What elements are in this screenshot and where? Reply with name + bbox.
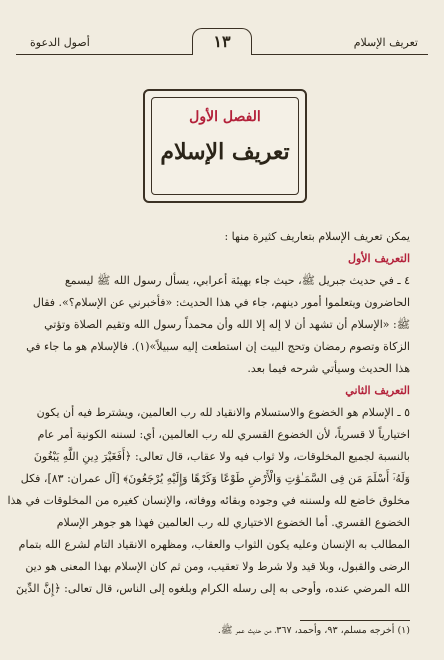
text-line: المطالب به الإنسان وعليه يكون الثواب والعقاب، ومظهره الانقياد التام لشرع الله بتمام: [18, 538, 410, 551]
text-line: ٥ ـ الإسلام هو الخضوع والاستسلام والانقياد لله رب العالمين، ويشترط فيه أن يكون: [36, 406, 410, 419]
page-number: ١٣: [192, 28, 252, 55]
header-chapter-title: تعريف الإسلام: [353, 36, 418, 49]
chapter-label: الفصل الأول: [189, 109, 261, 125]
text-line: ﷺ: «الإسلام أن تشهد أن لا إله إلا الله وأن محمداً رسول الله وتقيم الصلاة وتؤتي: [44, 318, 410, 331]
intro-line: يمكن تعريف الإسلام بتعاريف كثيرة منها :: [224, 230, 410, 243]
section-heading: التعريف الثاني: [345, 384, 410, 397]
text-line: بالنسبة لجميع المخلوقات، ولا ثواب فيه ولا عقاب، قال تعالى: ﴿أَفَغَيْرَ دِينِ اللَّهِ يَبْغُونَ: [33, 450, 410, 463]
footnote-rule: [300, 620, 410, 621]
chapter-frame: [143, 89, 307, 203]
text-line: مخلوق خاضع لله ولسننه في وجوده وبقائه ووفاته، والإنسان كغيره من المخلوقات في هذا: [7, 494, 410, 507]
chapter-title: تعريف الإسلام: [160, 139, 290, 165]
header-book-title: أصول الدعوة: [30, 36, 90, 49]
text-line: ٤ ـ في حديث جبريل ﷺ، حيث جاء بهيئة أعرابي، يسأل رسول الله ﷺ ليسمع: [64, 274, 410, 287]
footnote: (١) أخرجه مسلم، ٩٣، وأحمد، ٣٦٧، من حديث عمر ﷺ.: [217, 625, 410, 636]
text-line: الزكاة وتصوم رمضان وتحج البيت إن استطعت إليه سبيلاً»(١). فالإسلام هو ما جاء في: [26, 340, 410, 353]
text-line: الله المرضي عنده، وأوحى به إلى رسله الكرام وبلغوه إلى الناس، قال تعالى: ﴿إِنَّ الدِّينَ: [15, 582, 410, 595]
text-line: اختيارياً لا قسرياً، لأن الخضوع القسري لله رب العالمين، أي: لسننه الكونية أمر عام: [37, 428, 410, 441]
text-line: الحاضرون ويتعلموا أمور دينهم، جاء في هذا الحديث: «فأخبرني عن الإسلام؟». فقال: [32, 296, 410, 309]
text-line: وَلَهُۥٓ أَسْلَمَ مَن فِى السَّمَـٰوَٰتِ وَالْأَرْضِ طَوْعًا وَكَرْهًا وَإِلَيْهِ يُرْجَعُونَ﴾ [آل عمران: ٨٣]، فكل: [20, 472, 410, 485]
text-line: هذا الحديث وسيأتي شرحه فيما بعد.: [247, 362, 410, 375]
text-line: الرضى والقبول، وبلا قيد ولا شرط ولا تعقيب، ومن ثم كان الإسلام بهذا المعنى هو دين: [25, 560, 410, 573]
section-heading: التعريف الأول: [347, 252, 410, 265]
text-line: الخضوع القسري. أما الخضوع الاختياري لله رب العالمين فهذا هو جوهر الإسلام: [56, 516, 410, 529]
running-header: [16, 28, 428, 58]
